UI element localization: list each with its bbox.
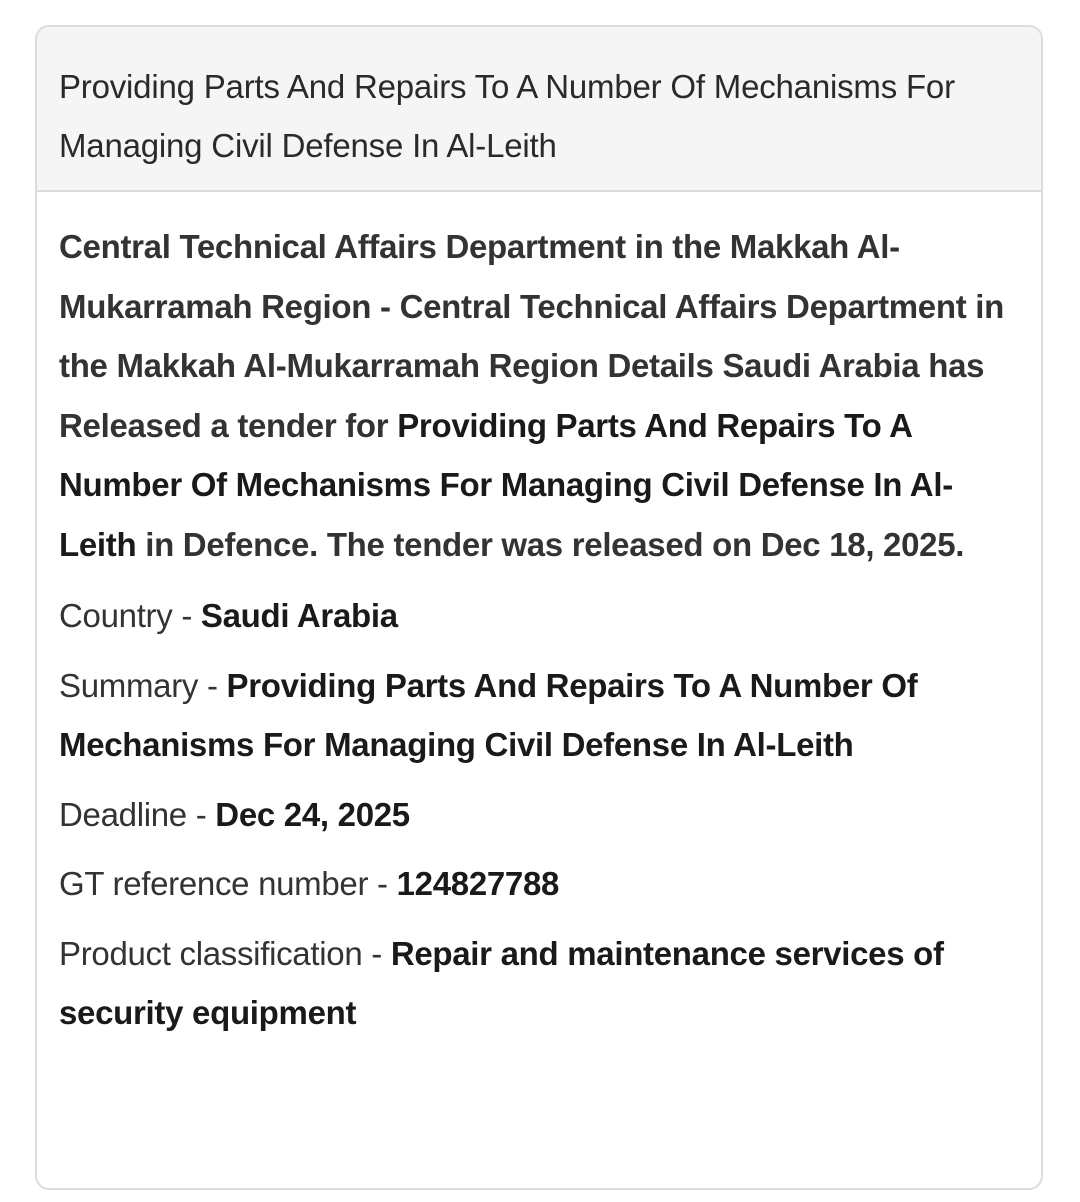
field-label: Country - [59, 597, 201, 634]
field-label: Summary - [59, 666, 227, 704]
tender-card [35, 25, 1043, 1190]
field-value: Repair and maintenance services of security equipment [59, 934, 944, 1031]
tender-details [37, 192, 1041, 1043]
description-tender-name: Providing Parts And Repairs To A Number Of Mechanisms For Managing Civil Defense In Al-Leith [59, 406, 953, 563]
field-value: Dec 24, 2025 [215, 795, 410, 833]
description-prefix: Central Technical Affairs Department in the Makkah Al-Mukarramah Region - Central Technical Affairs Department in the Makkah Al-Mukarramah Region Details Saudi Arabia has Released a tender for [59, 228, 1005, 444]
tender-title: Providing Parts And Repairs To A Number Of Mechanisms For Managing Civil Defense In Al-Leith [37, 27, 1041, 192]
field-value: Saudi Arabia [200, 597, 398, 634]
field-gt-reference [59, 854, 1019, 914]
field-label: GT reference number - [59, 865, 397, 902]
field-value: Providing Parts And Repairs To A Number Of Mechanisms For Managing Civil Defense In Al-Leith [59, 666, 918, 763]
tender-description [59, 217, 1019, 574]
field-deadline [59, 785, 1019, 845]
field-label: Deadline - [59, 795, 216, 833]
field-value: 124827788 [396, 865, 560, 902]
field-country [59, 586, 1019, 646]
field-product-classification [59, 924, 1019, 1043]
field-summary [59, 656, 1019, 775]
description-suffix: in Defence. The tender was released on Dec 18, 2025. [136, 525, 965, 563]
field-label: Product classification - [59, 934, 391, 972]
